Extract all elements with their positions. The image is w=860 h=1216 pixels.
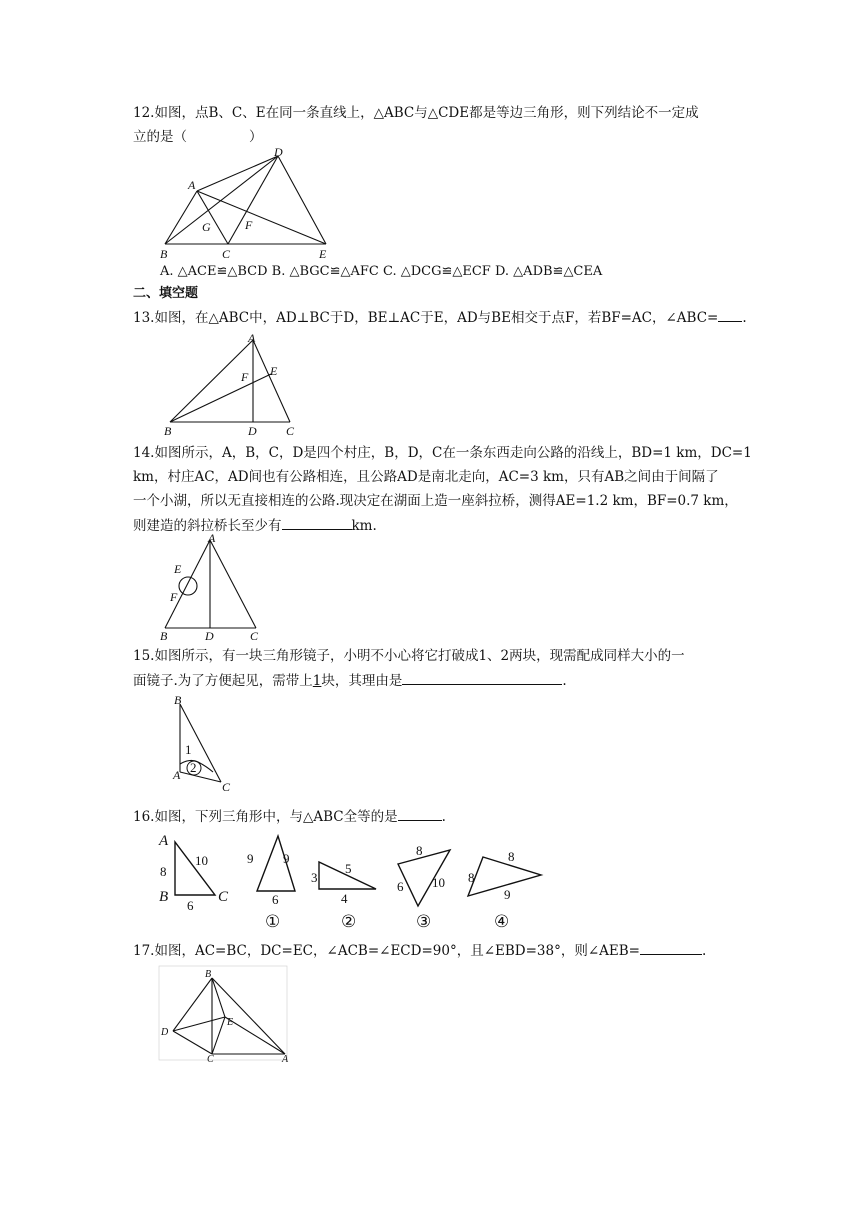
q16-t2-left: 3 <box>311 870 318 885</box>
q16-t2-top: 5 <box>345 861 352 876</box>
q14-label-E: E <box>174 562 182 576</box>
q16-abc-ab: 8 <box>160 864 167 879</box>
q17-label-B: B <box>205 969 212 980</box>
q13-label-A: A <box>248 331 256 345</box>
q15-line1: 15.如图所示，有一块三角形镜子，小明不小心将它打破成1、2两块，现需配成同样大小的一 <box>133 648 685 664</box>
q15-line2-mid: 块，其理由是 <box>321 673 403 689</box>
q13-label-E: E <box>270 364 278 378</box>
q14-line4-suffix: km. <box>351 518 377 534</box>
q16-t3-left: 6 <box>397 879 404 894</box>
q15-answer: 1 <box>312 673 322 689</box>
q12-line2-suffix: ） <box>249 129 263 145</box>
q16-abc-ac: 10 <box>195 853 208 868</box>
q15-line2-suffix: . <box>562 673 567 689</box>
q14-label-A: A <box>208 531 216 545</box>
q17-blank[interactable] <box>640 940 702 955</box>
q14-blank[interactable] <box>282 515 352 530</box>
q16-t2-mark: ② <box>341 912 357 931</box>
q13-label-F: F <box>241 370 249 384</box>
q16-t1-left: 9 <box>247 851 254 866</box>
q13-tail: . <box>742 310 747 326</box>
q16-label-C: C <box>218 889 229 905</box>
q13-figure <box>160 332 300 442</box>
q12-options: A. △ACE≌△BCD B. △BGC≌△AFC C. △DCG≌△ECF D. △ADB≌△CEA <box>160 264 603 279</box>
q16-label-A: A <box>159 833 169 849</box>
q15-blank[interactable] <box>402 670 562 685</box>
q13-label-C: C <box>286 424 295 438</box>
q16-t4-left: 8 <box>468 870 475 885</box>
q17-text <box>133 940 706 961</box>
q17-label-A: A <box>282 1054 289 1065</box>
q17-stem: 17.如图，AC=BC，DC=EC，∠ACB=∠ECD=90°，且∠EBD=38°，则∠AEB= <box>133 943 640 959</box>
q16-label-B: B <box>159 889 169 905</box>
q13-label-B: B <box>164 424 172 438</box>
q14-figure <box>155 532 275 642</box>
q16-t1-right: 9 <box>283 851 290 866</box>
q12-label-F: F <box>245 218 253 232</box>
q16-tail: . <box>441 809 446 825</box>
q12-line2-prefix: 立的是（ <box>133 129 187 145</box>
q17-label-D: D <box>161 1027 169 1038</box>
q16-figure <box>155 828 555 933</box>
q15-label-C: C <box>222 780 231 794</box>
q16-t4-top: 8 <box>508 849 515 864</box>
q15-line2 <box>133 670 567 691</box>
q17-figure <box>155 962 295 1065</box>
q16-t1-bottom: 6 <box>272 892 279 907</box>
q16-t4-mark: ④ <box>494 912 510 931</box>
q14-line3: 一个小湖，所以无直接相连的公路.现决定在湖面上造一座斜拉桥，测得AE=1.2 km，BF=0.7 km， <box>133 493 738 509</box>
q12-label-C: C <box>222 247 231 261</box>
q12-label-A: A <box>188 178 196 192</box>
q16-blank[interactable] <box>398 806 442 821</box>
q16-t3-mark: ③ <box>416 912 432 931</box>
q14-label-B: B <box>160 629 168 643</box>
q15-label-B: B <box>174 693 182 707</box>
q14-line2: km，村庄AC，AD间也有公路相连，且公路AD是南北走向，AC=3 km，只有AB之间由于间隔了 <box>133 469 719 485</box>
q13-label-D: D <box>248 424 257 438</box>
q15-figure <box>168 692 248 797</box>
q17-tail: . <box>702 943 707 959</box>
q12-label-D: D <box>274 145 283 159</box>
q16-stem: 16.如图，下列三角形中，与△ABC全等的是 <box>133 809 398 825</box>
q12-label-E: E <box>319 247 327 261</box>
section-heading: 二、填空题 <box>133 286 199 301</box>
q17-label-E: E <box>227 1017 234 1028</box>
q16-t1-mark: ① <box>265 912 281 931</box>
q13-text <box>133 307 747 328</box>
q14-line4-prefix: 则建造的斜拉桥长至少有 <box>133 518 282 534</box>
q14-line1: 14.如图所示，A，B，C，D是四个村庄，B，D，C在一条东西走向公路的沿线上，BD=1 km，DC=1 <box>133 445 752 461</box>
q16-abc-bc: 6 <box>187 898 194 913</box>
q16-t2-bottom: 4 <box>341 891 348 906</box>
q12-label-B: B <box>160 247 168 261</box>
q12-figure <box>150 143 350 263</box>
q14-label-C: C <box>250 629 259 643</box>
q12-line1: 12.如图，点B、C、E在同一条直线上，△ABC与△CDE都是等边三角形，则下列结论不一定成 <box>133 105 699 121</box>
q15-line2-prefix: 面镜子.为了方便起见，需带上 <box>133 673 313 689</box>
q15-label-1: 1 <box>185 742 192 757</box>
q16-t3-top: 8 <box>416 843 423 858</box>
q15-label-A: A <box>173 768 181 782</box>
q13-blank[interactable] <box>718 307 742 322</box>
q16-t4-bottom: 9 <box>504 887 511 902</box>
q16-t3-right: 10 <box>432 875 445 890</box>
q14-label-D: D <box>205 629 214 643</box>
q12-label-G: G <box>202 220 211 234</box>
q13-stem: 13.如图，在△ABC中，AD⊥BC于D，BE⊥AC于E，AD与BE相交于点F，若BF=AC，∠ABC= <box>133 310 719 326</box>
q15-label-2: 2 <box>190 760 197 775</box>
q17-label-C: C <box>207 1054 214 1065</box>
q16-text <box>133 806 446 827</box>
q14-label-F: F <box>170 590 178 604</box>
